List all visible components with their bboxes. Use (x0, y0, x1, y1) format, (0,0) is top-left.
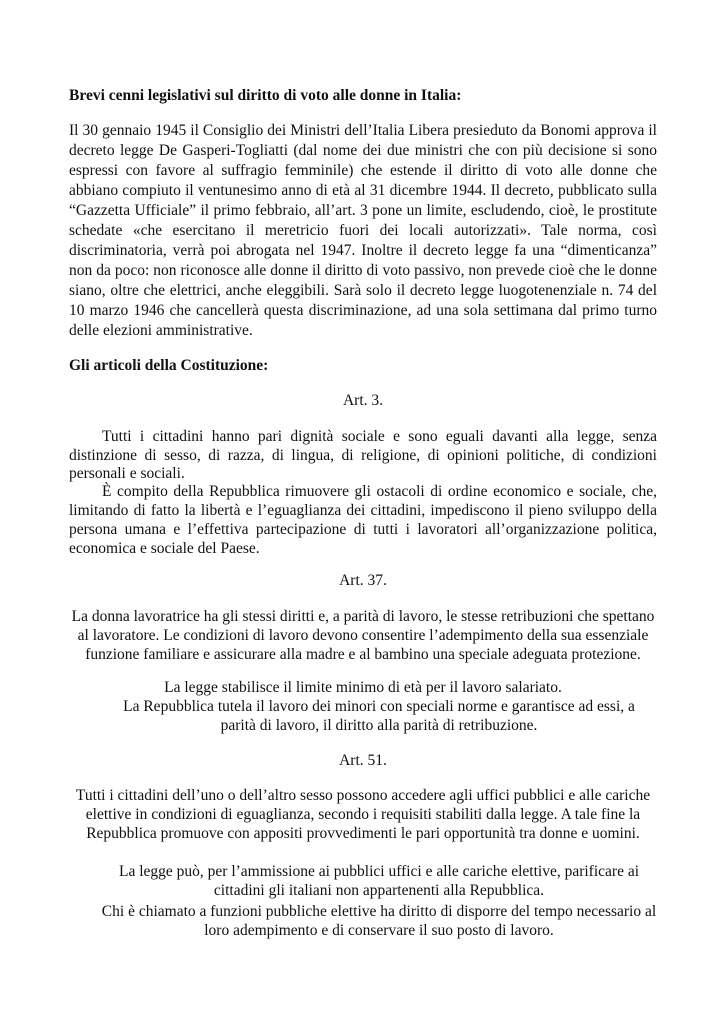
art37-paragraph-3: La Repubblica tutela il lavoro dei minori con speciali norme e garantisce ad essi, a parità di lavoro, il diritto alla parità di retribuzione. (123, 698, 635, 734)
art51-paragraph-3: Chi è chiamato a funzioni pubbliche elettive ha diritto di disporre del tempo necessario al loro adempimento e di conservare il suo posto di lavoro. (101, 903, 657, 939)
art51-paragraph-1: Tutti i cittadini dell’uno o dell’altro sesso possono accedere agli uffici pubblici e alle cariche elettive in condizioni di eguaglianza, secondo i requisiti stabiliti dalla legge. A tale fine la Repubblica promuove con appositi provvedimenti le pari opportunità tra donne e uomini. (75, 787, 651, 842)
art37-title: Art. 37. (339, 572, 387, 589)
section-heading-voting-rights: Brevi cenni legislativi sul diritto di voto alle donne in Italia: (69, 87, 462, 104)
art37-paragraph-1: La donna lavoratrice ha gli stessi diritti e, a parità di lavoro, le stesse retribuzioni che spettano al lavoratore. Le condizioni di lavoro devono consentire l’adempimento della sua essenziale funzione familiare e assicurare alla madre e al bambino una speciale adeguata protezione. (71, 608, 655, 663)
art3-title: Art. 3. (342, 392, 384, 409)
voting-history-paragraph: Il 30 gennaio 1945 il Consiglio dei Ministri dell’Italia Libera presieduto da Bonomi approva il decreto legge De Gasperi-Togliatti (dal nome dei due ministri che con più decisione si sono espressi con favore al suffragio femminile) che estende il diritto di voto alle donne che abbiano compiuto il ventunesimo anno di età al 31 dicembre 1944. Il decreto, pubblicato sulla “Gazzetta Ufficiale” il primo febbraio, all’art. 3 pone un limite, escludendo, cioè, le prostitute schedate «che esercitano il meretricio fuori dei locali autorizzati». Tale norma, così discriminatoria, verrà poi abrogata nel 1947. Inoltre il decreto legge fa una “dimenticanza” non da poco: non riconosce alle donne il diritto di voto passivo, non prevede cioè che le donne siano, oltre che elettrici, anche eleggibili. Sarà solo il decreto legge luogotenenziale n. 74 del 10 marzo 1946 che cancellerà questa discriminazione, ad una sola settimana dal primo turno delle elezioni amministrative. (69, 122, 657, 339)
art3-paragraph-2: È compito della Repubblica rimuovere gli ostacoli di ordine economico e sociale, che, limitando di fatto la libertà e l’eguaglianza dei cittadini, impediscono il pieno sviluppo della persona umana e l’effettiva partecipazione di tutti i lavoratori all’organizzazione politica, economica e sociale del Paese. (69, 483, 657, 557)
art51-paragraph-2: La legge può, per l’ammissione ai pubblici uffici e alle cariche elettive, parificare ai cittadini gli italiani non appartenenti alla Repubblica. (118, 863, 640, 899)
art37-paragraph-2: La legge stabilisce il limite minimo di età per il lavoro salariato. (164, 679, 562, 696)
art51-title: Art. 51. (339, 752, 387, 769)
section-heading-constitution: Gli articoli della Costituzione: (69, 357, 269, 374)
art3-paragraph-1: Tutti i cittadini hanno pari dignità sociale e sono eguali davanti alla legge, senza distinzione di sesso, di razza, di lingua, di religione, di opinioni politiche, di condizioni personali e sociali. (69, 428, 657, 482)
